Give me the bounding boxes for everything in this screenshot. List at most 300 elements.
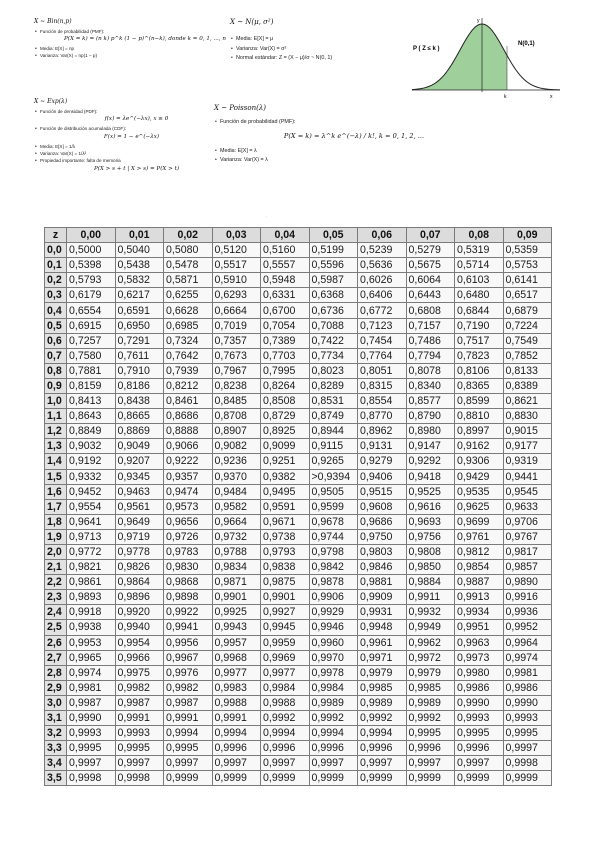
probability-cell: 0,8264 (261, 378, 310, 393)
probability-cell: 0,9981 (67, 680, 116, 695)
probability-cell: 0,8078 (406, 363, 455, 378)
probability-cell: 0,9678 (309, 514, 358, 529)
probability-cell: 0,9980 (455, 665, 504, 680)
probability-cell: 0,9686 (358, 514, 407, 529)
z-column-header: z (45, 228, 67, 243)
probability-cell: 0,8315 (358, 378, 407, 393)
probability-cell: 0,9968 (212, 650, 261, 665)
probability-cell: 0,9960 (309, 635, 358, 650)
probability-cell: 0,9881 (358, 575, 407, 590)
probability-cell: 0,9332 (67, 469, 116, 484)
probability-cell: 0,5675 (406, 258, 455, 273)
probability-cell: 0,9345 (115, 469, 164, 484)
probability-cell: 0,9049 (115, 439, 164, 454)
binomial-section (34, 18, 226, 61)
probability-cell: 0,9991 (115, 711, 164, 726)
probability-cell: 0,9995 (406, 726, 455, 741)
probability-cell: 0,7939 (164, 363, 213, 378)
probability-cell: 0,8749 (309, 409, 358, 424)
probability-cell: 0,9936 (503, 605, 552, 620)
probability-cell: 0,9738 (261, 529, 310, 544)
binomial-stats (34, 46, 209, 59)
probability-cell: 0,7611 (115, 348, 164, 363)
z-row-label: 1,4 (45, 454, 67, 469)
probability-cell: 0,6950 (115, 318, 164, 333)
table-row (45, 348, 552, 363)
probability-cell: 0,9357 (164, 469, 213, 484)
probability-cell: 0,6368 (309, 288, 358, 303)
probability-cell: 0,6141 (503, 273, 552, 288)
probability-cell: 0,8554 (358, 394, 407, 409)
probability-cell: 0,5832 (115, 273, 164, 288)
probability-cell: 0,9830 (164, 560, 213, 575)
normal-curve-figure (410, 10, 590, 100)
probability-cell: 0,9573 (164, 499, 213, 514)
probability-cell: 0,9992 (406, 711, 455, 726)
probability-cell: 0,9893 (67, 590, 116, 605)
probability-cell: 0,8340 (406, 378, 455, 393)
z-row-label: 2,1 (45, 560, 67, 575)
binomial-mean: • Media: E[X] = np (40, 46, 209, 52)
probability-cell: 0,7088 (309, 318, 358, 333)
probability-cell: 0,8133 (503, 363, 552, 378)
exponential-list-2 (34, 126, 209, 132)
probability-cell: 0,9998 (115, 771, 164, 786)
probability-cell: 0,8461 (164, 394, 213, 409)
probability-cell: 0,9990 (503, 695, 552, 710)
probability-cell: 0,9854 (455, 560, 504, 575)
probability-cell: 0,9066 (164, 439, 213, 454)
probability-cell: 0,9982 (164, 680, 213, 695)
normal-list (230, 36, 390, 62)
z-row-label: 2,4 (45, 605, 67, 620)
exponential-variance: • Varianza: Var(X) = 1/λ² (40, 151, 209, 157)
probability-cell: 0,8438 (115, 394, 164, 409)
normal-section (230, 18, 390, 65)
probability-cell: 0,9989 (309, 695, 358, 710)
binomial-title: X ~ Bin(n,p) (34, 18, 72, 25)
probability-cell: 0,9525 (406, 484, 455, 499)
probability-cell: 0,8212 (164, 378, 213, 393)
probability-cell: 0,9957 (212, 635, 261, 650)
probability-cell: 0,5987 (309, 273, 358, 288)
probability-cell: 0,9406 (358, 469, 407, 484)
probability-cell: 0,9974 (503, 650, 552, 665)
probability-cell: 0,9963 (455, 635, 504, 650)
probability-cell: 0,9988 (261, 695, 310, 710)
probability-cell: 0,9082 (212, 439, 261, 454)
z-row-label: 3,4 (45, 756, 67, 771)
probability-cell: 0,9015 (503, 424, 552, 439)
z-table-header-row (45, 228, 552, 243)
probability-cell: 0,9998 (503, 756, 552, 771)
probability-cell: 0,9993 (503, 711, 552, 726)
probability-cell: 0,5080 (164, 243, 213, 258)
probability-cell: 0,6736 (309, 303, 358, 318)
probability-cell: 0,8531 (309, 394, 358, 409)
probability-cell: 0,6103 (455, 273, 504, 288)
probability-cell: 0,9418 (406, 469, 455, 484)
probability-cell: 0,9649 (115, 514, 164, 529)
table-row (45, 756, 552, 771)
probability-cell: 0,9994 (358, 726, 407, 741)
z-row-label: 0,2 (45, 273, 67, 288)
probability-cell: 0,9783 (164, 544, 213, 559)
probability-cell: 0,8186 (115, 378, 164, 393)
probability-cell: 0,7549 (503, 333, 552, 348)
probability-cell: 0,9991 (164, 711, 213, 726)
z-decimal-header: 0,01 (115, 228, 164, 243)
probability-cell: 0,8729 (261, 409, 310, 424)
probability-cell: 0,9857 (503, 560, 552, 575)
probability-cell: 0,5478 (164, 258, 213, 273)
probability-cell: 0,8508 (261, 394, 310, 409)
probability-cell: 0,9842 (309, 560, 358, 575)
probability-cell: 0,9147 (406, 439, 455, 454)
z-row-label: 1,5 (45, 469, 67, 484)
z-row-label: 1,6 (45, 484, 67, 499)
normal-variance: • Varianza: Var(X) = σ² (236, 46, 390, 53)
poisson-section (214, 104, 434, 167)
probability-cell: 0,9952 (503, 620, 552, 635)
table-row (45, 650, 552, 665)
probability-cell: 0,9987 (115, 695, 164, 710)
probability-cell: 0,9846 (358, 560, 407, 575)
table-row (45, 620, 552, 635)
probability-cell: 0,9505 (309, 484, 358, 499)
probability-cell: 0,9633 (503, 499, 552, 514)
table-row (45, 258, 552, 273)
probability-cell: 0,8830 (503, 409, 552, 424)
probability-cell: 0,7642 (164, 348, 213, 363)
probability-cell: 0,9996 (309, 741, 358, 756)
probability-cell: 0,9977 (212, 665, 261, 680)
probability-cell: 0,9778 (115, 544, 164, 559)
probability-cell: 0,9973 (455, 650, 504, 665)
probability-cell: 0,9279 (358, 454, 407, 469)
poisson-pmf-formula: P(X = k) = λ^k e^(−λ) / k!, k = 0, 1, 2, ... (283, 131, 425, 140)
probability-cell: 0,5793 (67, 273, 116, 288)
table-row (45, 288, 552, 303)
z-decimal-header: 0,07 (406, 228, 455, 243)
probability-cell: 0,6879 (503, 303, 552, 318)
probability-cell: 0,5596 (309, 258, 358, 273)
z-row-label: 2,3 (45, 590, 67, 605)
probability-cell: 0,6064 (406, 273, 455, 288)
probability-cell: 0,9982 (115, 680, 164, 695)
probability-cell: 0,7852 (503, 348, 552, 363)
probability-cell: 0,9985 (406, 680, 455, 695)
probability-cell: 0,9441 (503, 469, 552, 484)
probability-cell: 0,9959 (261, 635, 310, 650)
probability-cell: 0,9871 (212, 575, 261, 590)
probability-cell: 0,6554 (67, 303, 116, 318)
probability-cell: 0,9884 (406, 575, 455, 590)
probability-cell: 0,9996 (261, 741, 310, 756)
probability-cell: 0,5000 (67, 243, 116, 258)
probability-cell: 0,8365 (455, 378, 504, 393)
probability-cell: 0,9994 (261, 726, 310, 741)
probability-cell: 0,9975 (115, 665, 164, 680)
probability-cell: 0,6026 (358, 273, 407, 288)
probability-cell: 0,9931 (358, 605, 407, 620)
probability-cell: 0,9997 (503, 741, 552, 756)
probability-cell: 0,9812 (455, 544, 504, 559)
probability-cell: 0,9032 (67, 439, 116, 454)
probability-cell: 0,9767 (503, 529, 552, 544)
probability-cell: 0,9969 (261, 650, 310, 665)
table-row (45, 273, 552, 288)
probability-cell: 0,9920 (115, 605, 164, 620)
probability-cell: 0,9996 (406, 741, 455, 756)
probability-cell: 0,9554 (67, 499, 116, 514)
z-row-label: 0,1 (45, 258, 67, 273)
probability-cell: 0,9945 (261, 620, 310, 635)
probability-cell: 0,9985 (358, 680, 407, 695)
table-row (45, 741, 552, 756)
probability-cell: 0,9878 (309, 575, 358, 590)
z-row-label: 1,1 (45, 409, 67, 424)
probability-cell: 0,6255 (164, 288, 213, 303)
probability-cell: 0,9918 (67, 605, 116, 620)
z-row-label: 1,0 (45, 394, 67, 409)
probability-cell: 0,9995 (164, 741, 213, 756)
probability-cell: 0,9808 (406, 544, 455, 559)
probability-cell: 0,9991 (212, 711, 261, 726)
table-row (45, 333, 552, 348)
curve-y-label: y (477, 18, 480, 24)
probability-cell: 0,9370 (212, 469, 261, 484)
exponential-list-1 (34, 109, 209, 115)
z-row-label: 2,5 (45, 620, 67, 635)
probability-cell: 0,9996 (358, 741, 407, 756)
probability-cell: 0,9932 (406, 605, 455, 620)
probability-cell: 0,7257 (67, 333, 116, 348)
table-row (45, 318, 552, 333)
probability-cell: 0,9999 (261, 771, 310, 786)
probability-cell: 0,5120 (212, 243, 261, 258)
table-row (45, 378, 552, 393)
probability-cell: 0,7389 (261, 333, 310, 348)
table-row (45, 726, 552, 741)
probability-cell: 0,9999 (455, 771, 504, 786)
probability-cell: 0,6808 (406, 303, 455, 318)
probability-cell: 0,6406 (358, 288, 407, 303)
probability-cell: 0,9977 (261, 665, 310, 680)
probability-cell: 0,9463 (115, 484, 164, 499)
probability-cell: 0,9382 (261, 469, 310, 484)
curve-prob-label: P ( Z ≤ k ) (413, 46, 440, 52)
binomial-pmf-formula: P(X = k) = (n k) p^k (1 − p)^(n−k), donde k = 0, 1, ..., n (64, 36, 226, 43)
probability-cell: 0,9887 (455, 575, 504, 590)
table-row (45, 439, 552, 454)
z-row-label: 2,0 (45, 544, 67, 559)
probability-cell: 0,9995 (67, 741, 116, 756)
probability-cell: 0,5636 (358, 258, 407, 273)
probability-cell: 0,8485 (212, 394, 261, 409)
probability-cell: 0,6480 (455, 288, 504, 303)
probability-cell: 0,6628 (164, 303, 213, 318)
probability-cell: 0,5871 (164, 273, 213, 288)
probability-cell: 0,9976 (164, 665, 213, 680)
probability-cell: 0,9901 (261, 590, 310, 605)
probability-cell: 0,9131 (358, 439, 407, 454)
probability-cell: 0,9999 (358, 771, 407, 786)
probability-cell: 0,6985 (164, 318, 213, 333)
probability-cell: 0,9868 (164, 575, 213, 590)
probability-cell: 0,9898 (164, 590, 213, 605)
probability-cell: 0,9744 (309, 529, 358, 544)
probability-cell: 0,8413 (67, 394, 116, 409)
probability-cell: 0,9834 (212, 560, 261, 575)
table-row (45, 424, 552, 439)
binomial-pmf-label: • Función de probabilidad (PMF): (40, 29, 209, 35)
probability-cell: 0,9927 (261, 605, 310, 620)
probability-cell: 0,8665 (115, 409, 164, 424)
table-row (45, 484, 552, 499)
probability-cell: >0,9394 (309, 469, 358, 484)
curve-dist-label: N(0,1) (518, 41, 535, 47)
probability-cell: 0,9994 (212, 726, 261, 741)
probability-cell: 0,6772 (358, 303, 407, 318)
exponential-title: X ~ Exp(λ) (34, 98, 68, 105)
probability-cell: 0,8643 (67, 409, 116, 424)
probability-cell: 0,8980 (406, 424, 455, 439)
probability-cell: 0,9988 (212, 695, 261, 710)
probability-cell: 0,9906 (309, 590, 358, 605)
probability-cell: 0,9999 (164, 771, 213, 786)
probability-cell: 0,9997 (455, 756, 504, 771)
probability-cell: 0,7995 (261, 363, 310, 378)
probability-cell: 0,9761 (455, 529, 504, 544)
probability-cell: 0,9207 (115, 454, 164, 469)
probability-cell: 0,9922 (164, 605, 213, 620)
probability-cell: 0,9535 (455, 484, 504, 499)
probability-cell: 0,9693 (406, 514, 455, 529)
probability-cell: 0,9971 (358, 650, 407, 665)
z-row-label: 3,3 (45, 741, 67, 756)
z-row-label: 3,0 (45, 695, 67, 710)
z-row-label: 1,8 (45, 514, 67, 529)
probability-cell: 0,9941 (164, 620, 213, 635)
probability-cell: 0,9664 (212, 514, 261, 529)
probability-cell: 0,9967 (164, 650, 213, 665)
probability-cell: 0,9946 (309, 620, 358, 635)
probability-cell: 0,8238 (212, 378, 261, 393)
probability-cell: 0,9515 (358, 484, 407, 499)
probability-cell: 0,9993 (455, 711, 504, 726)
table-row (45, 303, 552, 318)
table-row (45, 711, 552, 726)
probability-cell: 0,9956 (164, 635, 213, 650)
probability-cell: 0,9987 (67, 695, 116, 710)
z-decimal-header: 0,04 (261, 228, 310, 243)
probability-cell: 0,8051 (358, 363, 407, 378)
probability-cell: 0,9292 (406, 454, 455, 469)
probability-cell: 0,6293 (212, 288, 261, 303)
probability-cell: 0,9995 (455, 726, 504, 741)
poisson-pmf-label: • Función de probabilidad (PMF): (220, 119, 434, 126)
probability-cell: 0,6217 (115, 288, 164, 303)
probability-cell: 0,9934 (455, 605, 504, 620)
probability-cell: 0,9099 (261, 439, 310, 454)
probability-cell: 0,9999 (406, 771, 455, 786)
probability-cell: 0,9994 (309, 726, 358, 741)
probability-cell: 0,9997 (406, 756, 455, 771)
probability-cell: 0,5319 (455, 243, 504, 258)
probability-cell: 0,9993 (115, 726, 164, 741)
probability-cell: 0,9916 (503, 590, 552, 605)
normal-mean: • Media: E[X] = μ (236, 36, 390, 43)
normal-standard: • Normal estándar: Z = (X − μ)/σ ~ N(0, 1) (236, 55, 390, 62)
probability-cell: 0,9954 (115, 635, 164, 650)
probability-cell: 0,9995 (115, 741, 164, 756)
curve-x-label: x (550, 94, 553, 100)
table-row (45, 575, 552, 590)
poisson-variance: • Varianza: Var(X) = λ (220, 157, 434, 164)
z-table-body (45, 243, 552, 786)
probability-cell: 0,9979 (358, 665, 407, 680)
probability-cell: 0,9929 (309, 605, 358, 620)
probability-cell: 0,9495 (261, 484, 310, 499)
probability-cell: 0,9984 (309, 680, 358, 695)
probability-cell: 0,9641 (67, 514, 116, 529)
probability-cell: 0,9616 (406, 499, 455, 514)
binomial-variance: • Varianza: Var(X) = np(1 − p) (40, 53, 209, 59)
table-row (45, 529, 552, 544)
probability-cell: 0,9177 (503, 439, 552, 454)
probability-cell: 0,9999 (212, 771, 261, 786)
probability-cell: 0,9981 (503, 665, 552, 680)
probability-cell: 0,8289 (309, 378, 358, 393)
probability-cell: 0,9987 (164, 695, 213, 710)
z-row-label: 0,5 (45, 318, 67, 333)
probability-cell: 0,9965 (67, 650, 116, 665)
probability-cell: 0,9997 (164, 756, 213, 771)
z-row-label: 0,4 (45, 303, 67, 318)
probability-cell: 0,5438 (115, 258, 164, 273)
probability-cell: 0,9265 (309, 454, 358, 469)
probability-cell: 0,9994 (164, 726, 213, 741)
poisson-stats (214, 148, 434, 165)
probability-cell: 0,7224 (503, 318, 552, 333)
z-row-label: 0,0 (45, 243, 67, 258)
probability-cell: 0,7486 (406, 333, 455, 348)
probability-cell: 0,9608 (358, 499, 407, 514)
exponential-memoryless-formula: P(X > s + t | X > s) = P(X > t) (93, 166, 180, 173)
z-row-label: 1,9 (45, 529, 67, 544)
probability-cell: 0,8944 (309, 424, 358, 439)
probability-cell: 0,9582 (212, 499, 261, 514)
probability-cell: 0,9591 (261, 499, 310, 514)
probability-cell: 0,5948 (261, 273, 310, 288)
probability-cell: 0,9999 (309, 771, 358, 786)
probability-cell: 0,9909 (358, 590, 407, 605)
probability-cell: 0,7190 (455, 318, 504, 333)
probability-cell: 0,5160 (261, 243, 310, 258)
probability-cell: 0,5398 (67, 258, 116, 273)
probability-cell: 0,9826 (115, 560, 164, 575)
probability-cell: 0,8810 (455, 409, 504, 424)
probability-cell: 0,9951 (455, 620, 504, 635)
probability-cell: 0,9997 (309, 756, 358, 771)
z-row-label: 1,2 (45, 424, 67, 439)
probability-cell: 0,8888 (164, 424, 213, 439)
probability-cell: 0,9953 (67, 635, 116, 650)
z-decimal-header: 0,06 (358, 228, 407, 243)
z-row-label: 2,9 (45, 680, 67, 695)
probability-cell: 0,7422 (309, 333, 358, 348)
